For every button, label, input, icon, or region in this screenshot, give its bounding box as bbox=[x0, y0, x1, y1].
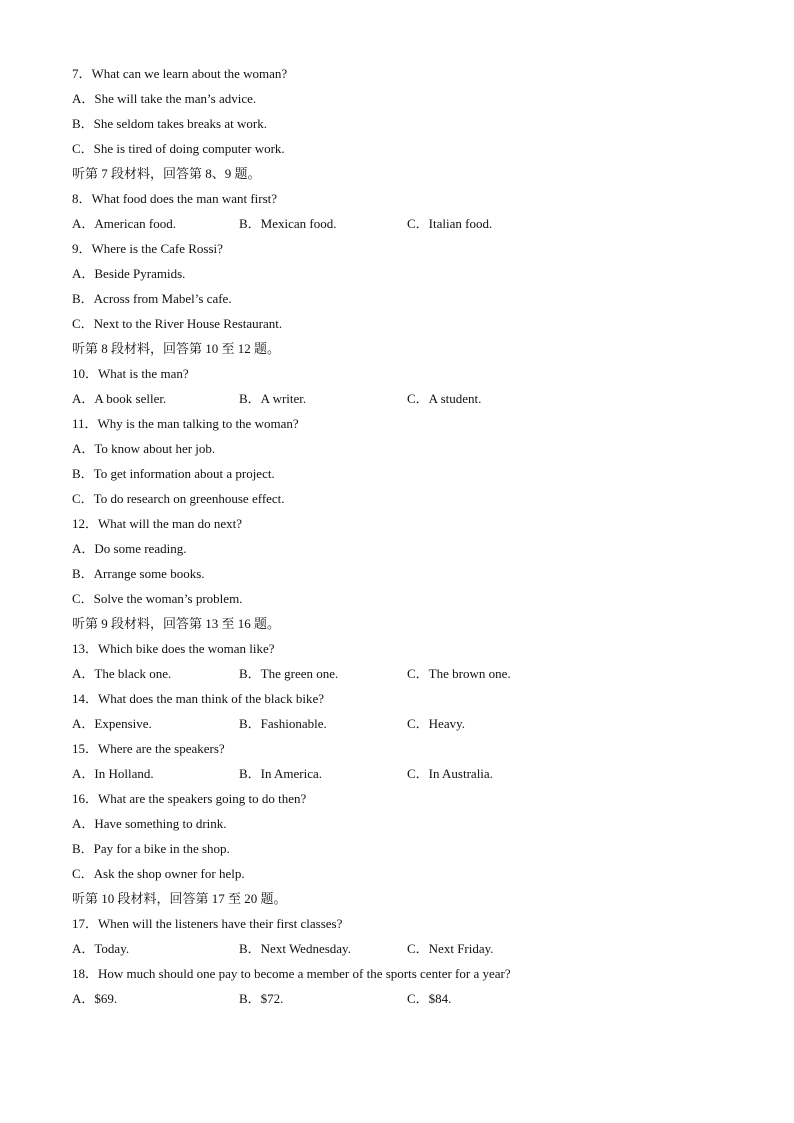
exam-page bbox=[72, 61, 752, 1011]
q7-option-a: A．She will take the man’s advice. bbox=[72, 91, 257, 106]
question-18: 18．How much should one pay to become a member of the sports center for a year? bbox=[72, 966, 511, 981]
q17-option-c: C．Next Friday. bbox=[407, 941, 494, 956]
q11-option-b: B．To get information about a project. bbox=[72, 466, 275, 481]
question-16: 16．What are the speakers going to do then? bbox=[72, 791, 307, 806]
q14-option-a: A．Expensive. bbox=[72, 716, 152, 731]
q13-option-a: A．The black one. bbox=[72, 666, 172, 681]
q16-option-a: A．Have something to drink. bbox=[72, 816, 227, 831]
question-17: 17．When will the listeners have their first classes? bbox=[72, 916, 343, 931]
question-7: 7．What can we learn about the woman? bbox=[72, 66, 288, 81]
q7-option-b: B．She seldom takes breaks at work. bbox=[72, 116, 267, 131]
q14-options-row bbox=[72, 711, 752, 736]
question-8: 8．What food does the man want first? bbox=[72, 191, 278, 206]
q14-option-c: C．Heavy. bbox=[407, 716, 466, 731]
question-9: 9．Where is the Cafe Rossi? bbox=[72, 241, 223, 256]
q15-option-b: B．In America. bbox=[239, 766, 323, 781]
q12-option-a: A．Do some reading. bbox=[72, 541, 187, 556]
q8-option-c: C．Italian food. bbox=[407, 216, 493, 231]
q16-option-b: B．Pay for a bike in the shop. bbox=[72, 841, 230, 856]
q13-option-c: C．The brown one. bbox=[407, 666, 511, 681]
q18-option-a: A．$69. bbox=[72, 991, 118, 1006]
section-heading-8: 听第 8 段材料，回答第 10 至 12 题。 bbox=[72, 341, 281, 356]
q8-options-row bbox=[72, 211, 752, 236]
q17-option-b: B．Next Wednesday. bbox=[239, 941, 351, 956]
question-10: 10．What is the man? bbox=[72, 366, 189, 381]
q10-option-b: B．A writer. bbox=[239, 391, 307, 406]
q9-option-c: C．Next to the River House Restaurant. bbox=[72, 316, 283, 331]
q9-option-b: B．Across from Mabel’s cafe. bbox=[72, 291, 232, 306]
q8-option-b: B．Mexican food. bbox=[239, 216, 337, 231]
q15-options-row bbox=[72, 761, 752, 786]
question-11: 11．Why is the man talking to the woman? bbox=[72, 416, 299, 431]
question-12: 12．What will the man do next? bbox=[72, 516, 243, 531]
q11-option-c: C．To do research on greenhouse effect. bbox=[72, 491, 285, 506]
q10-options-row bbox=[72, 386, 752, 411]
q17-options-row bbox=[72, 936, 752, 961]
q17-option-a: A．Today. bbox=[72, 941, 130, 956]
question-13: 13．Which bike does the woman like? bbox=[72, 641, 275, 656]
q11-option-a: A．To know about her job. bbox=[72, 441, 216, 456]
q18-options-row bbox=[72, 986, 752, 1011]
section-heading-9: 听第 9 段材料，回答第 13 至 16 题。 bbox=[72, 616, 281, 631]
q15-option-c: C．In Australia. bbox=[407, 766, 493, 781]
q10-option-c: C．A student. bbox=[407, 391, 482, 406]
question-15: 15．Where are the speakers? bbox=[72, 741, 225, 756]
section-heading-10: 听第 10 段材料，回答第 17 至 20 题。 bbox=[72, 891, 287, 906]
q15-option-a: A．In Holland. bbox=[72, 766, 154, 781]
q8-option-a: A．American food. bbox=[72, 216, 176, 231]
section-heading-7: 听第 7 段材料，回答第 8、9 题。 bbox=[72, 166, 261, 181]
q16-option-c: C．Ask the shop owner for help. bbox=[72, 866, 245, 881]
question-14: 14．What does the man think of the black bike? bbox=[72, 691, 324, 706]
q12-option-b: B．Arrange some books. bbox=[72, 566, 205, 581]
q9-option-a: A．Beside Pyramids. bbox=[72, 266, 186, 281]
q18-option-b: B．$72. bbox=[239, 991, 284, 1006]
q13-options-row bbox=[72, 661, 752, 686]
q18-option-c: C．$84. bbox=[407, 991, 452, 1006]
q7-option-c: C．She is tired of doing computer work. bbox=[72, 141, 285, 156]
q10-option-a: A．A book seller. bbox=[72, 391, 167, 406]
q13-option-b: B．The green one. bbox=[239, 666, 339, 681]
q14-option-b: B．Fashionable. bbox=[239, 716, 327, 731]
q12-option-c: C．Solve the woman’s problem. bbox=[72, 591, 243, 606]
